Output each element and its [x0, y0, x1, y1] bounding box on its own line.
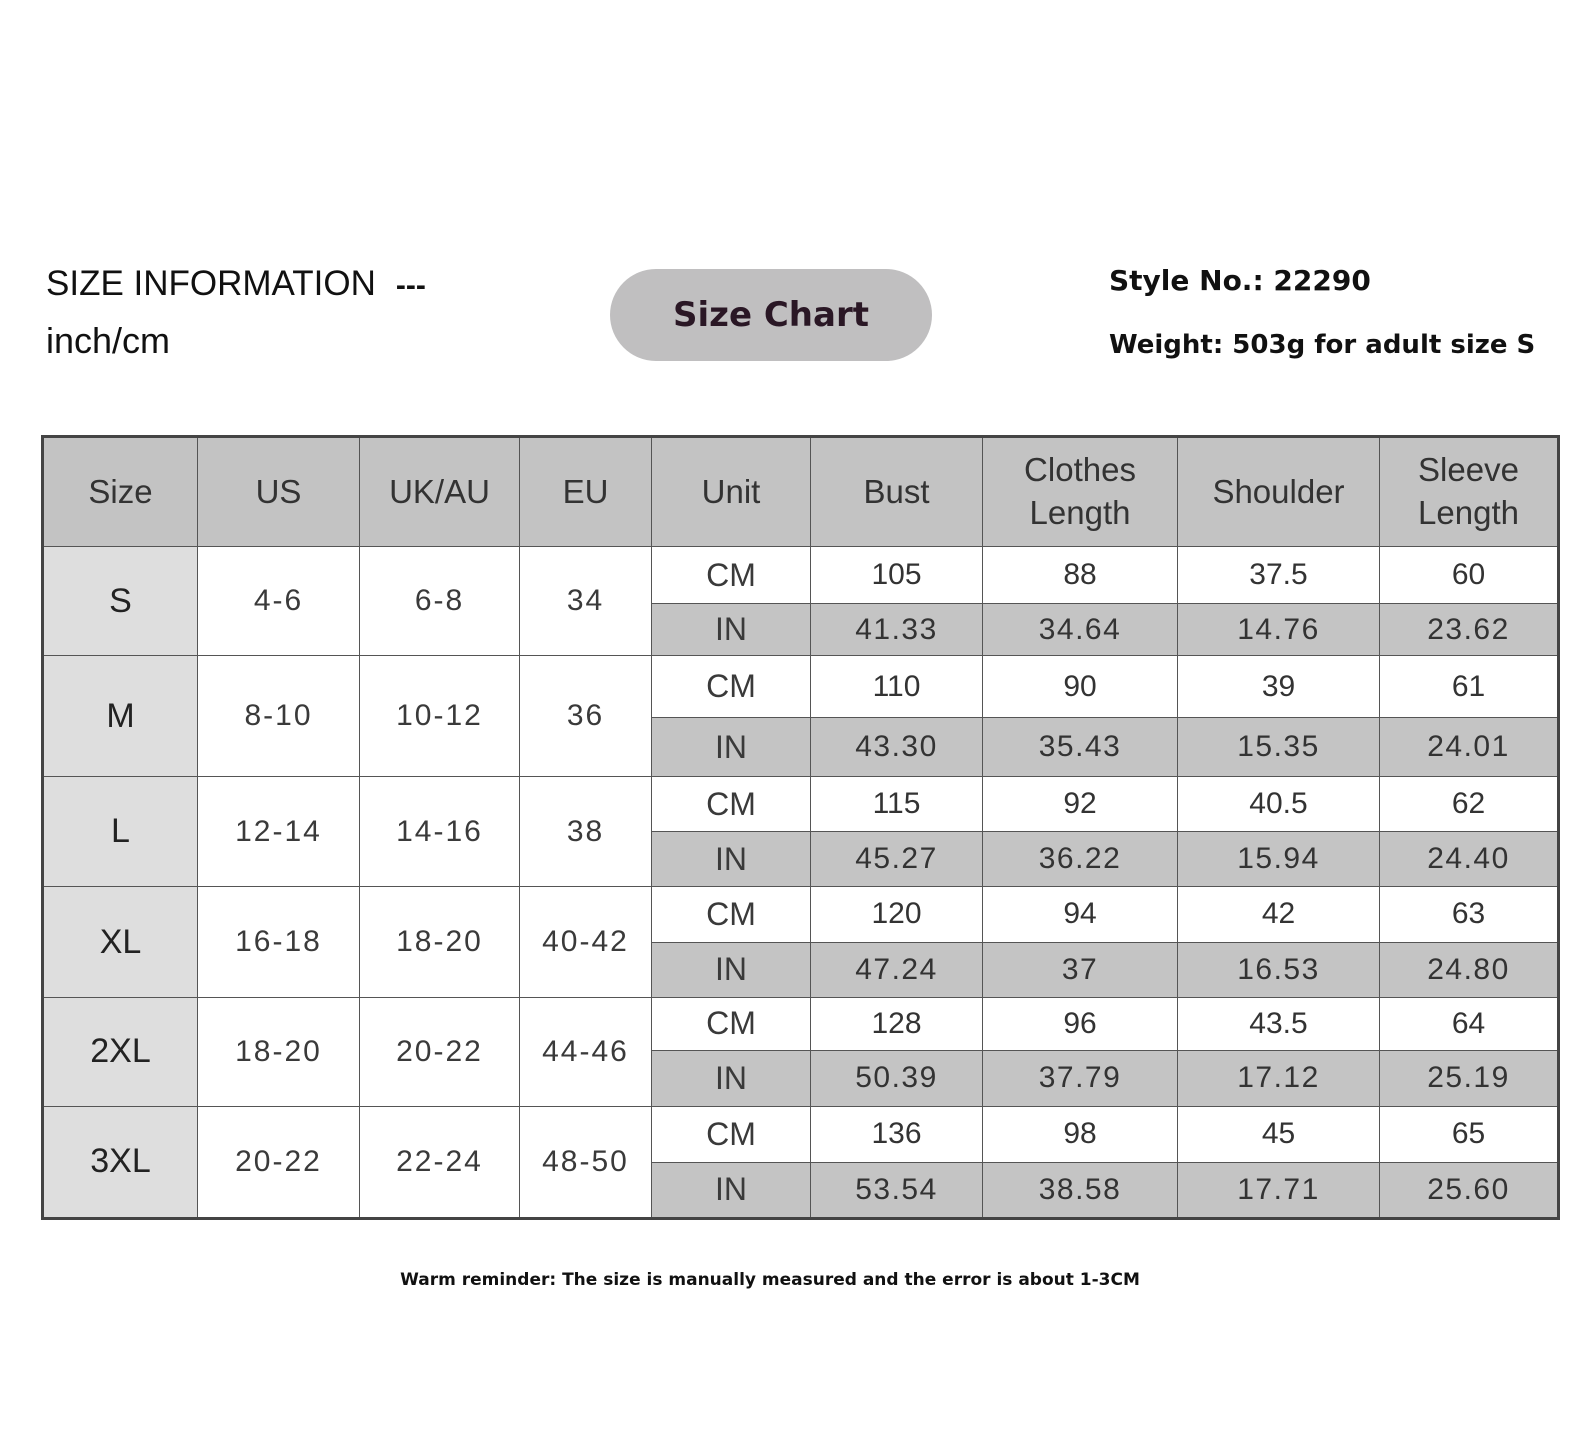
table-row — [43, 777, 1559, 832]
clothes-length-value: 37 — [983, 942, 1178, 997]
header-clothes-length — [983, 437, 1178, 547]
header-eu: EU — [520, 437, 652, 547]
unit-cm: CM — [652, 997, 811, 1050]
uk-au-size: 20-22 — [360, 997, 520, 1106]
shoulder-value: 37.5 — [1178, 547, 1380, 604]
unit-cm: CM — [652, 887, 811, 942]
table-row — [43, 547, 1559, 604]
bust-value: 115 — [811, 777, 983, 832]
size-table — [41, 435, 1560, 1220]
shoulder-value: 39 — [1178, 656, 1380, 718]
shoulder-value: 17.12 — [1178, 1050, 1380, 1106]
header-clothes-length-line2: Length — [1029, 494, 1131, 531]
bust-value: 41.33 — [811, 604, 983, 656]
unit-in: IN — [652, 718, 811, 777]
size-label: 2XL — [43, 997, 198, 1106]
style-number: Style No.: 22290 — [1109, 264, 1371, 297]
clothes-length-value: 35.43 — [983, 718, 1178, 777]
clothes-length-value: 37.79 — [983, 1050, 1178, 1106]
uk-au-size: 10-12 — [360, 656, 520, 777]
eu-size: 36 — [520, 656, 652, 777]
unit-cm: CM — [652, 547, 811, 604]
clothes-length-value: 36.22 — [983, 832, 1178, 887]
size-information-label: SIZE INFORMATION — [46, 264, 376, 303]
header-size: Size — [43, 437, 198, 547]
clothes-length-value: 34.64 — [983, 604, 1178, 656]
table-row — [43, 997, 1559, 1050]
clothes-length-value: 88 — [983, 547, 1178, 604]
shoulder-value: 14.76 — [1178, 604, 1380, 656]
sleeve-length-value: 64 — [1380, 997, 1559, 1050]
bust-value: 136 — [811, 1106, 983, 1162]
header-sleeve-length-line1: Sleeve — [1418, 451, 1519, 489]
shoulder-value: 42 — [1178, 887, 1380, 942]
sleeve-length-value: 63 — [1380, 887, 1559, 942]
bust-value: 110 — [811, 656, 983, 718]
header-unit: Unit — [652, 437, 811, 547]
bust-value: 43.30 — [811, 718, 983, 777]
sleeve-length-value: 24.80 — [1380, 942, 1559, 997]
unit-in: IN — [652, 1050, 811, 1106]
bust-value: 128 — [811, 997, 983, 1050]
unit-cm: CM — [652, 777, 811, 832]
size-label: 3XL — [43, 1106, 198, 1218]
table-row — [43, 887, 1559, 942]
unit-cm: CM — [652, 656, 811, 718]
table-row — [43, 656, 1559, 718]
header-clothes-length-line1: Clothes — [1024, 451, 1136, 489]
clothes-length-value: 94 — [983, 887, 1178, 942]
weight-info: Weight: 503g for adult size S — [1109, 330, 1536, 360]
sleeve-length-value: 61 — [1380, 656, 1559, 718]
shoulder-value: 40.5 — [1178, 777, 1380, 832]
clothes-length-value: 90 — [983, 656, 1178, 718]
uk-au-size: 22-24 — [360, 1106, 520, 1218]
sleeve-length-value: 25.60 — [1380, 1162, 1559, 1218]
clothes-length-value: 38.58 — [983, 1162, 1178, 1218]
unit-in: IN — [652, 604, 811, 656]
unit-in: IN — [652, 1162, 811, 1218]
us-size: 4-6 — [198, 547, 360, 656]
clothes-length-value: 98 — [983, 1106, 1178, 1162]
eu-size: 38 — [520, 777, 652, 887]
units-label: inch/cm — [46, 320, 171, 361]
bust-value: 105 — [811, 547, 983, 604]
uk-au-size: 18-20 — [360, 887, 520, 997]
header-sleeve-length — [1380, 437, 1559, 547]
size-chart-badge — [610, 269, 932, 361]
size-label: L — [43, 777, 198, 887]
warm-reminder: Warm reminder: The size is manually measured and the error is about 1-3CM — [400, 1270, 1140, 1290]
shoulder-value: 15.35 — [1178, 718, 1380, 777]
sleeve-length-value: 25.19 — [1380, 1050, 1559, 1106]
uk-au-size: 14-16 — [360, 777, 520, 887]
table-row — [43, 1106, 1559, 1162]
bust-value: 47.24 — [811, 942, 983, 997]
us-size: 16-18 — [198, 887, 360, 997]
size-information-title — [46, 264, 426, 304]
bust-value: 50.39 — [811, 1050, 983, 1106]
eu-size: 34 — [520, 547, 652, 656]
title-dashes: --- — [395, 269, 426, 302]
shoulder-value: 16.53 — [1178, 942, 1380, 997]
clothes-length-value: 96 — [983, 997, 1178, 1050]
size-label: S — [43, 547, 198, 656]
unit-in: IN — [652, 832, 811, 887]
table-header-row — [43, 437, 1559, 547]
shoulder-value: 15.94 — [1178, 832, 1380, 887]
eu-size: 48-50 — [520, 1106, 652, 1218]
bust-value: 45.27 — [811, 832, 983, 887]
us-size: 20-22 — [198, 1106, 360, 1218]
sleeve-length-value: 65 — [1380, 1106, 1559, 1162]
sleeve-length-value: 23.62 — [1380, 604, 1559, 656]
size-label: XL — [43, 887, 198, 997]
eu-size: 44-46 — [520, 997, 652, 1106]
sleeve-length-value: 62 — [1380, 777, 1559, 832]
bust-value: 53.54 — [811, 1162, 983, 1218]
uk-au-size: 6-8 — [360, 547, 520, 656]
sleeve-length-value: 24.01 — [1380, 718, 1559, 777]
header-uk-au: UK/AU — [360, 437, 520, 547]
sleeve-length-value: 24.40 — [1380, 832, 1559, 887]
size-chart-label: Size Chart — [673, 295, 869, 335]
unit-cm: CM — [652, 1106, 811, 1162]
us-size: 12-14 — [198, 777, 360, 887]
header-us: US — [198, 437, 360, 547]
shoulder-value: 45 — [1178, 1106, 1380, 1162]
header-sleeve-length-line2: Length — [1418, 494, 1519, 531]
shoulder-value: 17.71 — [1178, 1162, 1380, 1218]
us-size: 18-20 — [198, 997, 360, 1106]
size-label: M — [43, 656, 198, 777]
unit-in: IN — [652, 942, 811, 997]
header-bust: Bust — [811, 437, 983, 547]
sleeve-length-value: 60 — [1380, 547, 1559, 604]
bust-value: 120 — [811, 887, 983, 942]
clothes-length-value: 92 — [983, 777, 1178, 832]
eu-size: 40-42 — [520, 887, 652, 997]
us-size: 8-10 — [198, 656, 360, 777]
shoulder-value: 43.5 — [1178, 997, 1380, 1050]
header-shoulder: Shoulder — [1178, 437, 1380, 547]
